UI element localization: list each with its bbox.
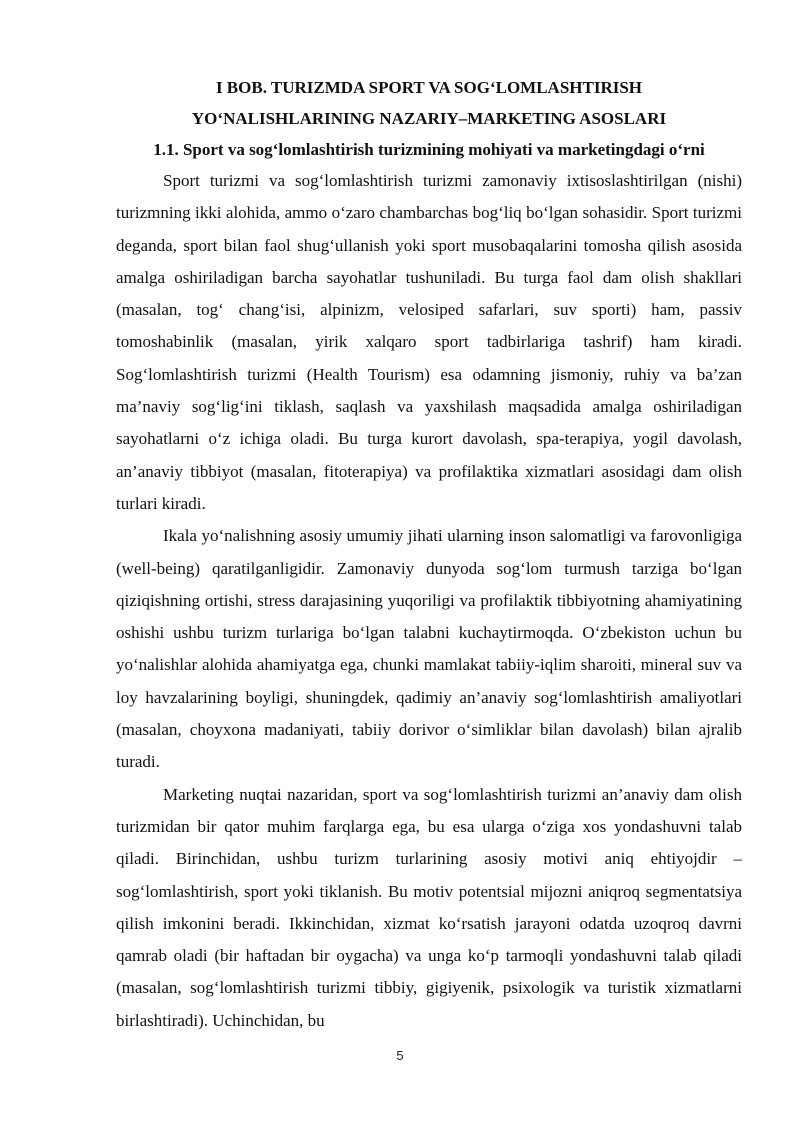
paragraph-2: Ikala yo‘nalishning asosiy umumiy jihati ularning inson salomatligi va farovonligiga (well-being) qaratilganligidir. Zamonaviy dunyoda sog‘lom turmush tarziga bo‘lgan qiziqishning ortishi, stress darajasining yuqoriligi va profilaktik tibbiyotning ahamiyatining oshishi ushbu turizm turlariga bo‘lgan talabni kuchaytirmoqda. O‘zbekiston uchun bu yo‘nalishlar alohida ahamiyatga ega, chunki mamlakat tabiiy-iqlim sharoiti, mineral suv va loy havzalarining boyligi, shuningdek, qadimiy an’anaviy sog‘lomlashtirish amaliyotlari (masalan, choyxona madaniyati, tabiiy dorivor o‘simliklar bilan davolash) bilan ajralib turadi. <box>116 526 742 772</box>
chapter-title <box>116 72 742 134</box>
paragraph-1: Sport turizmi va sog‘lomlashtirish turizmi zamonaviy ixtisoslashtirilgan (nishi) turizmning ikki alohida, ammo o‘zaro chambarchas bog‘liq bo‘lgan sohasidir. Sport turizmi deganda, sport bilan faol shug‘ullanish yoki sport musobaqalarini tomosha qilish asosida amalga oshiriladigan barcha sayohatlar tushuniladi. Bu turga faol dam olish shakllari (masalan, tog‘ chang‘isi, alpinizm, velosiped safarlari, suv sporti) ham, passiv tomoshabinlik (masalan, yirik xalqaro sport tadbirlariga tashrif) ham kiradi. Sog‘lomlashtirish turizmi (Health Tourism) esa odamning jismoniy, ruhiy va ba’zan ma’naviy sog‘lig‘ini tiklash, saqlash va yaxshilash maqsadida amalga oshiriladigan sayohatlarni o‘z ichiga oladi. Bu turga kurort davolash, spa-terapiya, yogil davolash, an’anaviy tibbiyot (masalan, fitoterapiya) va profilaktika xizmatlari asosidagi dam olish turlari kiradi. <box>116 171 742 513</box>
page-number: 5 <box>396 1048 404 1063</box>
paragraph-3: Marketing nuqtai nazaridan, sport va sog‘lomlashtirish turizmi an’anaviy dam olish turizmidan bir qator muhim farqlarga ega, bu esa ularga o‘ziga xos yondashuvni talab qiladi. Birinchidan, ushbu turizm turlarining asosiy motivi aniq ehtiyojdir – sog‘lomlashtirish, sport yoki tiklanish. Bu motiv potentsial mijozni aniqroq segmentatsiya qilish imkonini beradi. Ikkinchidan, xizmat ko‘rsatish jarayoni odatda uzoqroq davrni qamrab oladi (bir haftadan bir oygacha) va unga ko‘p tarmoqli yondashuvni talab qiladi (masalan, sog‘lomlashtirish turizmi tibbiy, gigiyenik, psixologik va turistik xizmatlarni birlashtiradi). Uchinchidan, bu <box>116 784 742 1030</box>
section-title: 1.1. Sport va sog‘lomlashtirish turizmining mohiyati va marketingdagi o‘rni <box>153 140 705 159</box>
page-content <box>116 72 742 1037</box>
chapter-title-line-2: YO‘NALISHLARINING NAZARIY–MARKETING ASOSLARI <box>191 109 667 128</box>
chapter-title-line-1: I BOB. TURIZMDA SPORT VA SOG‘LOMLASHTIRISH <box>215 78 643 97</box>
